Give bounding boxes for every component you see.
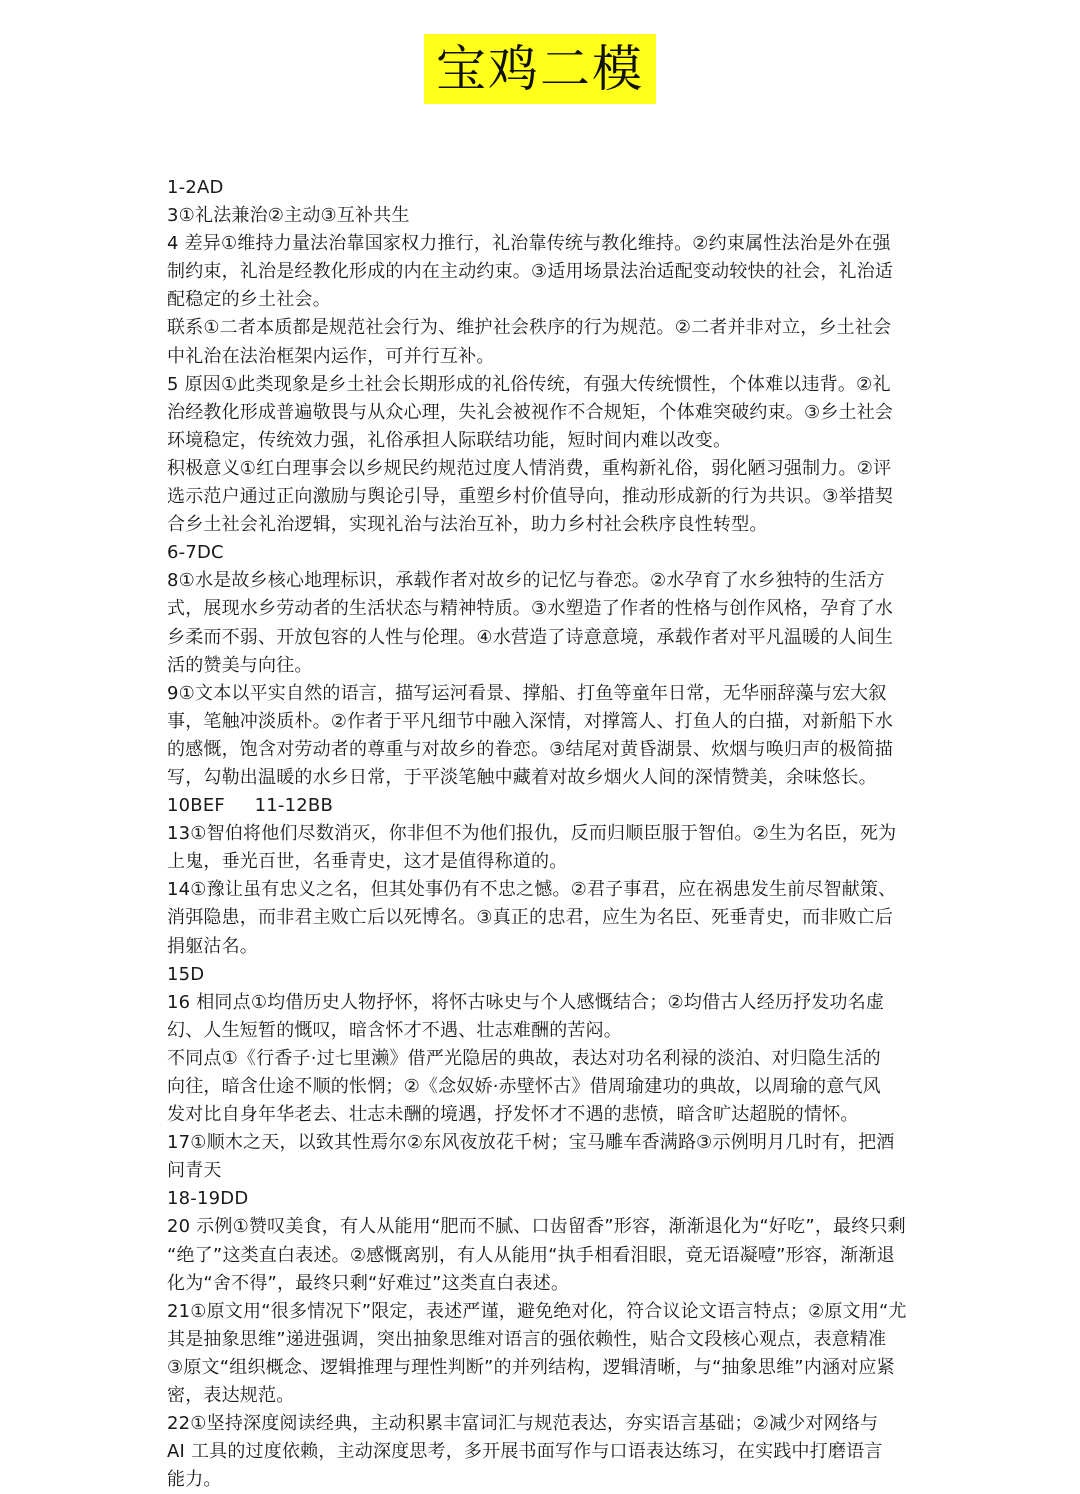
text-line: 17①顺木之天，以致其性焉尔②东风夜放花千树；宝马雕车香满路③示例明月几时有，把酒 (167, 1132, 895, 1154)
text-line: 9①文本以平实自然的语言，描写运河看景、撑船、打鱼等童年日常，无华丽辞藻与宏大叙 (167, 682, 887, 704)
text-line: 5 原因①此类现象是乡土社会长期形成的礼俗传统，有强大传统惯性，个体难以违背。②礼 (167, 373, 891, 395)
text-line: 捐躯沽名。 (167, 935, 258, 957)
text-line: 4 差异①维持力量法治靠国家权力推行，礼治靠传统与教化维持。②约束属性法治是外在强 (167, 233, 891, 255)
text-line: 式，展现水乡劳动者的生活状态与精神特质。③水塑造了作者的性格与创作风格，孕育了水 (167, 598, 894, 620)
text-line: 22①坚持深度阅读经典，主动积累丰富词汇与规范表达，夯实语言基础；②减少对网络与 (167, 1413, 879, 1435)
text-line: 事，笔触冲淡质朴。②作者于平凡细节中融入深情，对撑篙人、打鱼人的白描，对新船下水 (167, 710, 894, 732)
text-line: 化为“舍不得”，最终只剩“好难过”这类直白表述。 (167, 1272, 570, 1294)
text-line: AI 工具的过度依赖，主动深度思考，多开展书面写作与口语表达练习，在实践中打磨语言 (167, 1441, 883, 1463)
text-line: 选示范户通过正向激励与舆论引导，重塑乡村价值导向，推动形成新的行为共识。③举措契 (167, 486, 894, 508)
text-line: 发对比自身年华老去、壮志未酬的境遇，抒发怀才不遇的悲愤，暗含旷达超脱的情怀。 (167, 1104, 859, 1126)
text-line: “绝了”这类直白表述。②感慨离别，有人从能用“执手相看泪眼，竟无语凝噎”形容，渐渐退 (167, 1244, 895, 1266)
text-line: 幻、人生短暂的慨叹，暗含怀才不遇、壮志难酬的苦闷。 (167, 1019, 622, 1041)
text-line: ③原文“组织概念、逻辑推理与理性判断”的并列结构，逻辑清晰，与“抽象思维”内涵对应紧 (167, 1356, 895, 1378)
text-line: 活的赞美与向往。 (167, 654, 313, 676)
text-line: 中礼治在法治框架内运作，可并行互补。 (167, 345, 495, 367)
text-line: 13①智伯将他们尽数消灭，你非但不为他们报仇，反而归顺臣服于智伯。②生为名臣，死为 (167, 823, 897, 845)
text-line: 3①礼法兼治②主动③互补共生 (167, 205, 410, 227)
text-line: 向往，暗含仕途不顺的怅惘；②《念奴娇·赤壁怀古》借周瑜建功的典故，以周瑜的意气风 (167, 1076, 881, 1097)
text-line: 的感慨，饱含对劳动者的尊重与对故乡的眷恋。③结尾对黄昏湖景、炊烟与唤归声的极简描 (167, 738, 894, 760)
text-line: 上鬼，垂光百世，名垂青史，这才是值得称道的。 (167, 851, 568, 873)
text-line: 14①豫让虽有忠义之名，但其处事仍有不忠之憾。②君子事君，应在祸患发生前尽智献策、 (167, 879, 897, 901)
text-line: 配稳定的乡土社会。 (167, 289, 331, 311)
text-line: 环境稳定，传统效力强，礼俗承担人际联结功能，短时间内难以改变。 (167, 429, 732, 451)
text-line: 合乡土社会礼治逻辑，实现礼治与法治互补，助力乡村社会秩序良性转型。 (167, 514, 768, 536)
text-line: 21①原文用“很多情况下”限定，表述严谨，避免绝对化，符合议论文语言特点；②原文用“尤 (167, 1300, 907, 1322)
text-line: 联系①二者本质都是规范社会行为、维护社会秩序的行为规范。②二者并非对立，乡土社会 (167, 317, 892, 339)
text-line: 20 示例①赞叹美食，有人从能用“肥而不腻、口齿留香”形容，渐渐退化为“好吃”，最终只剩 (167, 1216, 906, 1238)
text-line: 16 相同点①均借历史人物抒怀，将怀古咏史与个人感慨结合；②均借古人经历抒发功名虚 (167, 991, 885, 1013)
text-line: 不同点①《行香子·过七里濑》借严光隐居的典故，表达对功名利禄的淡泊、对归隐生活的 (167, 1047, 881, 1069)
answer-text (167, 174, 917, 1494)
text-line: 6-7DC (167, 542, 224, 564)
text-line: 问青天 (167, 1160, 222, 1182)
page-title: 宝鸡二模 (424, 34, 656, 104)
text-line: 15D (167, 963, 205, 985)
text-line: 10BEF 11-12BB (167, 795, 333, 817)
title-banner (0, 34, 1080, 104)
text-line: 消弭隐患，而非君主败亡后以死博名。③真正的忠君，应生为名臣、死垂青史，而非败亡后 (167, 907, 894, 929)
text-line: 能力。 (167, 1469, 222, 1491)
text-line: 8①水是故乡核心地理标识，承载作者对故乡的记忆与眷恋。②水孕育了水乡独特的生活方 (167, 570, 885, 592)
text-line: 其是抽象思维”递进强调，突出抽象思维对语言的强依赖性，贴合文段核心观点，表意精准 (167, 1328, 887, 1350)
text-line: 积极意义①红白理事会以乡规民约规范过度人情消费，重构新礼俗，弱化陋习强制力。②评 (167, 457, 892, 479)
text-line: 1-2AD (167, 177, 224, 198)
text-line: 密，表达规范。 (167, 1385, 295, 1407)
text-line: 乡柔而不弱、开放包容的人性与伦理。④水营造了诗意意境，承载作者对平凡温暖的人间生 (167, 626, 894, 648)
text-line: 18-19DD (167, 1188, 249, 1210)
text-line: 制约束，礼治是经教化形成的内在主动约束。③适用场景法治适配变动较快的社会，礼治适 (167, 261, 894, 283)
text-line: 写，勾勒出温暖的水乡日常，于平淡笔触中藏着对故乡烟火人间的深情赞美，余味悠长。 (167, 766, 877, 788)
text-line: 治经教化形成普遍敬畏与从众心理，失礼会被视作不合规矩，个体难突破约束。③乡土社会 (167, 401, 894, 423)
